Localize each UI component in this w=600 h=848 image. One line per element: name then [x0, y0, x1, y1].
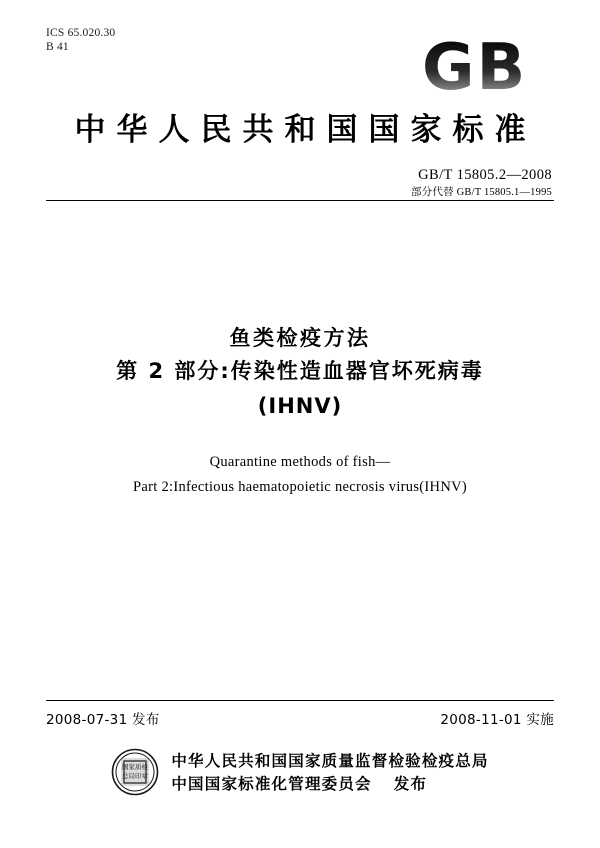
svg-text:国家质检: 国家质检 [122, 763, 149, 771]
ics-code: ICS 65.020.30 [46, 27, 116, 39]
issue-date: 2008-07-31 发布 [46, 712, 160, 728]
svg-text:GB: GB [422, 34, 528, 96]
gb-logo-icon [422, 34, 552, 96]
page-title: 中华人民共和国国家标准 [74, 112, 537, 148]
issuer-line-2: 中国国家标准化管理委员会 [171, 774, 372, 793]
document-title [0, 322, 600, 424]
subtitle-line-1: Quarantine methods of fish— [209, 454, 391, 470]
cover-meta [46, 26, 115, 54]
national-emblem-icon [111, 748, 159, 796]
document-subtitle-english [0, 450, 600, 500]
divider-top [46, 200, 554, 201]
svg-text:总局印章: 总局印章 [122, 772, 149, 780]
subtitle-line-2: Part 2:Infectious haematopoietic necrosis virus(IHNV) [132, 479, 467, 495]
title-line-2: 第 2 部分:传染性造血器官坏死病毒 [116, 359, 484, 383]
standard-replaces: 部分代替 GB/T 15805.1—1995 [410, 187, 552, 198]
standard-number-block [411, 166, 552, 200]
title-line-3: (IHNV) [257, 394, 343, 418]
issuer-names [171, 750, 488, 795]
standard-number: GB/T 15805.2—2008 [418, 167, 552, 183]
issuer-line-2-row [171, 772, 488, 795]
issuer-block [0, 748, 600, 796]
date-row [46, 708, 554, 728]
issue-word: 发布 [393, 774, 428, 793]
divider-bottom [46, 700, 554, 701]
issuer-line-1: 中华人民共和国国家质量监督检验检疫总局 [171, 751, 489, 770]
title-line-1: 鱼类检疫方法 [229, 326, 371, 350]
classification-code: B 41 [46, 41, 69, 53]
implementation-date: 2008-11-01 实施 [440, 712, 554, 728]
